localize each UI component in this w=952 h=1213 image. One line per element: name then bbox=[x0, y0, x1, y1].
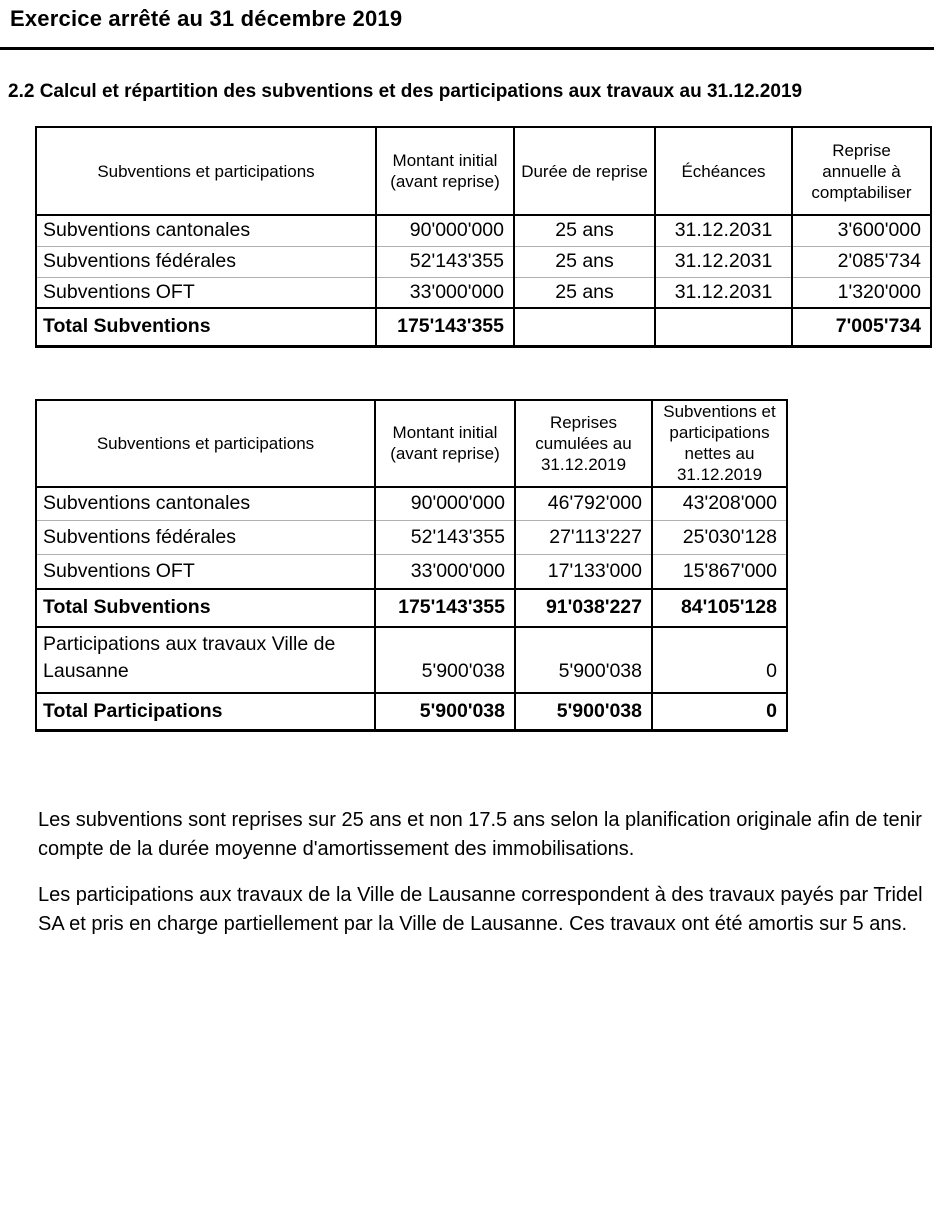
header-subventions-participations: Subventions et participations bbox=[36, 127, 376, 215]
total-nettes: 84'105'128 bbox=[652, 589, 787, 627]
table-row bbox=[36, 277, 931, 308]
cell-reprise: 3'600'000 bbox=[792, 215, 931, 246]
header-reprises-cumulees: Reprises cumulées au 31.12.2019 bbox=[515, 400, 652, 487]
cell-montant: 33'000'000 bbox=[376, 277, 514, 308]
note-paragraph-subventions: Les subventions sont reprises sur 25 ans et non 17.5 ans selon la planification originale afin de tenir compte de la durée moyenne d'amortissement des immobilisations. bbox=[38, 809, 922, 860]
header-reprise-annuelle: Reprise annuelle à comptabiliser bbox=[792, 127, 931, 215]
explanatory-notes bbox=[38, 806, 938, 938]
row-label: Subventions OFT bbox=[36, 555, 375, 589]
title-divider bbox=[0, 47, 934, 50]
cell-nettes: 15'867'000 bbox=[652, 555, 787, 589]
cell-echeance: 31.12.2031 bbox=[655, 215, 792, 246]
cell-reprises: 17'133'000 bbox=[515, 555, 652, 589]
cell-duree: 25 ans bbox=[514, 246, 655, 277]
row-label: Subventions cantonales bbox=[36, 487, 375, 521]
cell-nettes: 43'208'000 bbox=[652, 487, 787, 521]
header-subventions-nettes: Subventions et participations nettes au 31.12.2019 bbox=[652, 400, 787, 487]
cell-montant: 52'143'355 bbox=[376, 246, 514, 277]
cell-reprises: 5'900'038 bbox=[515, 627, 652, 693]
total-participations-row bbox=[36, 693, 787, 731]
row-label: Subventions OFT bbox=[36, 277, 376, 308]
total-nettes: 0 bbox=[652, 693, 787, 731]
row-label: Subventions fédérales bbox=[36, 246, 376, 277]
total-label: Total Subventions bbox=[36, 308, 376, 346]
table-row bbox=[36, 246, 931, 277]
total-montant: 175'143'355 bbox=[375, 589, 515, 627]
cell-montant: 52'143'355 bbox=[375, 521, 515, 555]
subventions-nettes-table bbox=[35, 399, 788, 733]
cell-echeance: 31.12.2031 bbox=[655, 246, 792, 277]
cell-montant: 90'000'000 bbox=[375, 487, 515, 521]
cell-montant: 5'900'038 bbox=[375, 627, 515, 693]
table-row bbox=[36, 487, 787, 521]
cell-duree: 25 ans bbox=[514, 215, 655, 246]
total-label: Total Subventions bbox=[36, 589, 375, 627]
participations-travaux-row bbox=[36, 627, 787, 693]
total-montant: 5'900'038 bbox=[375, 693, 515, 731]
header-subventions-participations: Subventions et participations bbox=[36, 400, 375, 487]
header-montant-initial: Montant initial (avant reprise) bbox=[375, 400, 515, 487]
cell-nettes: 0 bbox=[652, 627, 787, 693]
cell-reprise: 2'085'734 bbox=[792, 246, 931, 277]
total-montant: 175'143'355 bbox=[376, 308, 514, 346]
total-echeance bbox=[655, 308, 792, 346]
header-montant-initial: Montant initial (avant reprise) bbox=[376, 127, 514, 215]
total-subventions-row bbox=[36, 308, 931, 346]
total-subventions-row bbox=[36, 589, 787, 627]
total-label: Total Participations bbox=[36, 693, 375, 731]
table-row bbox=[36, 215, 931, 246]
table-row bbox=[36, 521, 787, 555]
row-label: Subventions fédérales bbox=[36, 521, 375, 555]
cell-montant: 90'000'000 bbox=[376, 215, 514, 246]
table-header-row bbox=[36, 127, 931, 215]
page-title: Exercice arrêté au 31 décembre 2019 bbox=[10, 6, 403, 31]
cell-montant: 33'000'000 bbox=[375, 555, 515, 589]
row-label: Participations aux travaux Ville de Lausanne bbox=[36, 627, 375, 693]
table-header-row bbox=[36, 400, 787, 487]
total-reprises: 91'038'227 bbox=[515, 589, 652, 627]
note-paragraph-participations: Les participations aux travaux de la Ville de Lausanne correspondent à des travaux payés par Tridel SA et pris en charge partiellement par la Ville de Lausanne. Ces travaux ont été amortis sur 5 ans. bbox=[38, 884, 923, 935]
header-duree-reprise: Durée de reprise bbox=[514, 127, 655, 215]
table-row bbox=[36, 555, 787, 589]
total-reprise: 7'005'734 bbox=[792, 308, 931, 346]
header-echeances: Échéances bbox=[655, 127, 792, 215]
total-duree bbox=[514, 308, 655, 346]
cell-nettes: 25'030'128 bbox=[652, 521, 787, 555]
section-heading: 2.2 Calcul et répartition des subventions et des participations aux travaux au 31.12.2019 bbox=[8, 81, 803, 102]
cell-reprises: 27'113'227 bbox=[515, 521, 652, 555]
cell-reprises: 46'792'000 bbox=[515, 487, 652, 521]
subventions-reprise-table bbox=[35, 126, 932, 348]
row-label: Subventions cantonales bbox=[36, 215, 376, 246]
cell-duree: 25 ans bbox=[514, 277, 655, 308]
cell-reprise: 1'320'000 bbox=[792, 277, 931, 308]
cell-echeance: 31.12.2031 bbox=[655, 277, 792, 308]
total-reprises: 5'900'038 bbox=[515, 693, 652, 731]
